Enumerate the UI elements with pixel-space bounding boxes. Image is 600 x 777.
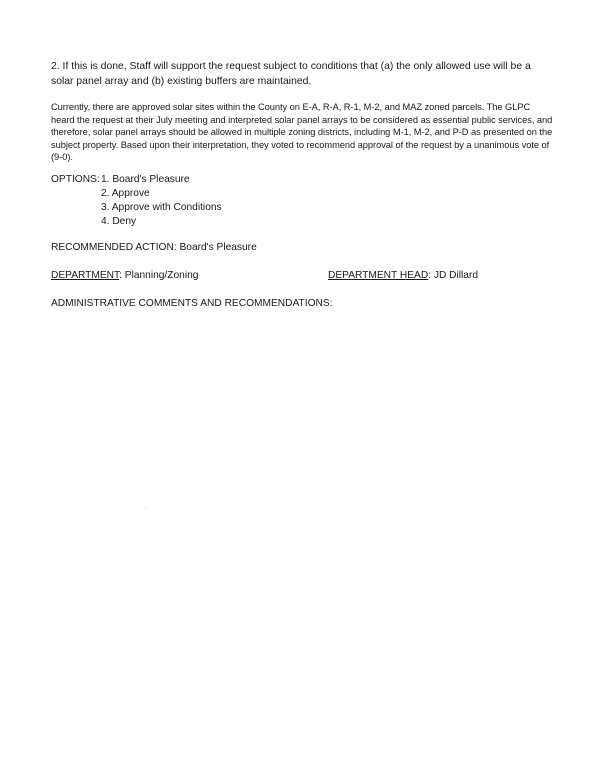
department-head-value: : JD Dillard bbox=[428, 270, 479, 281]
scan-speck bbox=[145, 507, 146, 508]
options-row-2 bbox=[51, 187, 150, 201]
option-item: 3. Approve with Conditions bbox=[101, 202, 222, 213]
department-head-line bbox=[328, 270, 478, 281]
department-label: DEPARTMENT bbox=[51, 270, 120, 281]
department-line bbox=[51, 270, 198, 281]
administrative-comments-heading: ADMINISTRATIVE COMMENTS AND RECOMMENDATIONS: bbox=[51, 298, 333, 309]
option-item: 4. Deny bbox=[101, 216, 137, 227]
options-section bbox=[51, 173, 222, 229]
options-row-3 bbox=[51, 201, 222, 215]
condition-paragraph: 2. If this is done, Staff will support the request subject to conditions that (a) the only allowed use will be a solar panel array and (b) existing buffers are maintained. bbox=[51, 61, 531, 87]
options-label: OPTIONS: bbox=[51, 174, 100, 185]
background-paragraph: Currently, there are approved solar sites within the County on E-A, R-A, R-1, M-2, and MAZ zoned parcels. The GLPC heard the request at their July meeting and interpreted solar panel arrays to be considered as essential public services, and therefore, solar panel arrays should be allowed in multiple zoning districts, including M-1, M-2, and P-D as presented on the subject property. Based upon their interpretation, they voted to recommend approval of the request by a unanimous vote of (9-0). bbox=[51, 102, 553, 162]
department-value: : Planning/Zoning bbox=[119, 270, 199, 281]
option-item: 1. Board's Pleasure bbox=[101, 174, 190, 185]
recommended-action: RECOMMENDED ACTION: Board's Pleasure bbox=[51, 242, 257, 253]
options-row-1 bbox=[51, 173, 190, 187]
options-row-4 bbox=[51, 215, 137, 229]
department-head-label: DEPARTMENT HEAD bbox=[328, 270, 429, 281]
option-item: 2. Approve bbox=[101, 188, 150, 199]
